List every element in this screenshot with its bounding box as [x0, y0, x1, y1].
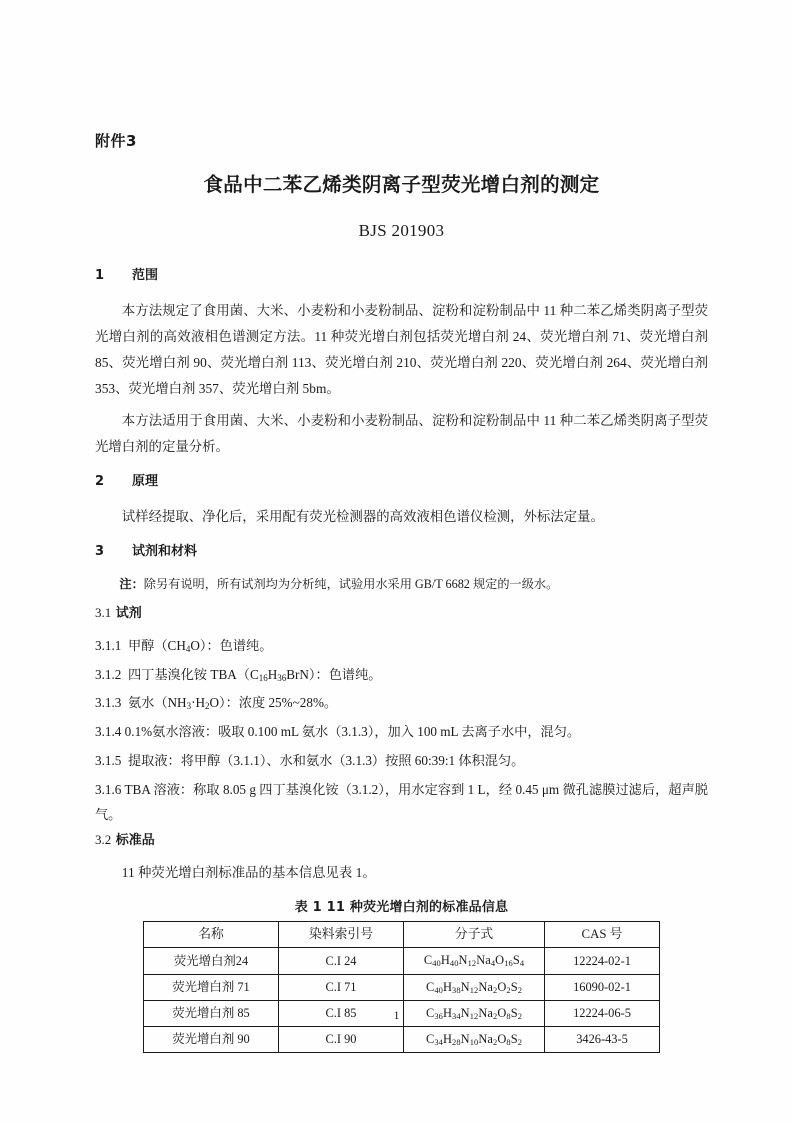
item-number: 3.1.5 — [95, 752, 122, 768]
cell-name: 荧光增白剂24 — [144, 948, 279, 974]
section-title-1: 范围 — [132, 268, 159, 284]
section-number-3: 3 — [95, 543, 105, 559]
subsection-3-2-paragraph: 11 种荧光增白剂标准品的基本信息见表 1。 — [121, 864, 376, 880]
formula-subscript: 4 — [185, 643, 191, 654]
formula-subscript: 2 — [205, 701, 210, 712]
section-heading-1 — [95, 267, 708, 285]
item-text-mid: ·H — [191, 695, 205, 711]
cell-colour-index: C.I 24 — [279, 948, 404, 974]
table-body — [144, 948, 660, 1053]
cell-cas-number: 3426-43-5 — [545, 1027, 660, 1053]
cell-molecular-formula: $C_{34}H_{28}N_{10}Na_2O_8S_2$ — [404, 1027, 545, 1053]
table-caption: 表 1 11 种荧光增白剂的标准品信息 — [294, 900, 509, 916]
cell-colour-index: C.I 90 — [279, 1027, 404, 1053]
subsection-title-3-2: 标准品 — [115, 833, 155, 849]
item-number: 3.1.2 — [95, 666, 122, 682]
table-header-cell: CAS 号 — [545, 922, 660, 948]
page-title: 食品中二苯乙烯类阴离子型荧光增白剂的测定 — [203, 173, 600, 196]
item-text: 提取液：将甲醇（3.1.1）、水和氨水（3.1.3）按照 60:39:1 体积混匀。 — [127, 752, 525, 768]
reagent-item-3-1-3 — [95, 690, 708, 716]
cell-cas-number: 16090-02-1 — [545, 974, 660, 1000]
table-row — [144, 974, 660, 1000]
cell-cas-number: 12224-06-5 — [545, 1000, 660, 1026]
item-number: 3.1.3 — [95, 695, 122, 711]
item-text-tail: BrN）：色谱纯。 — [286, 666, 382, 682]
attachment-label: 附件3 — [95, 132, 137, 150]
subsection-title-3-1: 试剂 — [115, 606, 142, 622]
subsection-heading-3-1 — [95, 604, 708, 624]
section-title-2: 原理 — [132, 474, 159, 490]
cell-molecular-formula: $C_{40}H_{38}N_{12}Na_2O_2S_2$ — [404, 974, 545, 1000]
cell-molecular-formula: $C_{36}H_{34}N_{12}Na_2O_8S_2$ — [404, 1000, 545, 1026]
subsection-number-3-2: 3.2 — [95, 832, 112, 848]
page-number: 1 — [393, 1010, 400, 1022]
table-header-cell: 名称 — [144, 922, 279, 948]
section-number-2: 2 — [95, 474, 105, 490]
standards-table — [143, 921, 660, 1053]
item-text-mid: H — [267, 666, 278, 682]
reagent-item-3-1-6 — [95, 777, 708, 828]
subsection-heading-3-2 — [95, 831, 708, 851]
item-text: 氨水（NH — [127, 695, 187, 711]
section-title-3: 试剂和材料 — [132, 543, 198, 559]
table-row — [144, 1027, 660, 1053]
cell-cas-number: 12224-02-1 — [545, 948, 660, 974]
item-text: 四丁基溴化铵 TBA（C — [127, 666, 259, 682]
cell-name: 荧光增白剂 85 — [144, 1000, 279, 1026]
formula-subscript: 36 — [277, 672, 287, 683]
reagent-item-3-1-4 — [95, 719, 708, 745]
cell-molecular-formula: $C_{40}H_{40}N_{12}Na_4O_{16}S_4$ — [404, 948, 545, 974]
section-heading-2 — [95, 473, 708, 491]
spacer — [95, 466, 708, 473]
table-row — [144, 948, 660, 974]
cell-colour-index: C.I 85 — [279, 1000, 404, 1026]
cell-name: 荧光增白剂 71 — [144, 974, 279, 1000]
standard-code: BJS 201903 — [358, 221, 445, 241]
section-1-paragraph-1: 本方法规定了食用菌、大米、小麦粉和小麦粉制品、淀粉和淀粉制品中 11 种二苯乙烯类阴离子型荧光增白剂的高效液相色谱测定方法。11 种荧光增白剂包括荧光增白剂 24、荧光增白剂 71、荧光增白剂 85、荧光增白剂 90、荧光增白剂 113、荧光增白剂 210、荧光增白剂 220、荧光增白剂 264、荧光增白剂 353、荧光增白剂 357、荧光增白剂 5bm。 — [95, 302, 708, 396]
cell-name: 荧光增白剂 90 — [144, 1027, 279, 1053]
note-label: 注： — [119, 576, 144, 591]
subsection-number-3-1: 3.1 — [95, 605, 112, 621]
section-number-1: 1 — [95, 268, 105, 284]
section-3-note — [95, 573, 708, 596]
section-2-paragraph-1: 试样经提取、净化后，采用配有荧光检测器的高效液相色谱仪检测，外标法定量。 — [121, 508, 604, 524]
reagent-item-3-1-5 — [95, 748, 708, 774]
page-content — [95, 132, 708, 1053]
item-text-tail: O）：色谱纯。 — [190, 637, 273, 653]
table-header-cell: 分子式 — [404, 922, 545, 948]
table-header-row — [144, 922, 660, 948]
cell-colour-index: C.I 71 — [279, 974, 404, 1000]
formula-subscript: 16 — [258, 672, 268, 683]
table-header-cell: 染料索引号 — [279, 922, 404, 948]
reagent-item-3-1-1 — [95, 633, 708, 659]
formula-subscript: 3 — [186, 701, 192, 712]
item-text: 甲醇（CH — [127, 637, 186, 653]
item-number: 3.1.1 — [95, 637, 122, 653]
reagent-item-3-1-2 — [95, 662, 708, 688]
section-1-paragraph-2: 本方法适用于食用菌、大米、小麦粉和小麦粉制品、淀粉和淀粉制品中 11 种二苯乙烯类阴离子型荧光增白剂的定量分析。 — [95, 413, 708, 455]
item-number: 3.1.4 — [95, 724, 122, 740]
note-text: 除另有说明，所有试剂均为分析纯，试验用水采用 GB/T 6682 规定的一级水。 — [143, 576, 559, 591]
item-text: 0.1%氨水溶液：吸取 0.100 mL 氨水（3.1.3），加入 100 mL 去离子水中，混匀。 — [124, 724, 581, 740]
item-number: 3.1.6 — [95, 781, 122, 797]
item-text: TBA 溶液：称取 8.05 g 四丁基溴化铵（3.1.2），用水定容到 1 L，经 0.45 μm 微孔滤膜过滤后，超声脱气。 — [95, 781, 708, 823]
spacer — [95, 536, 708, 543]
item-text-tail: O）：浓度 25%~28%。 — [209, 695, 338, 711]
section-heading-3 — [95, 543, 708, 561]
